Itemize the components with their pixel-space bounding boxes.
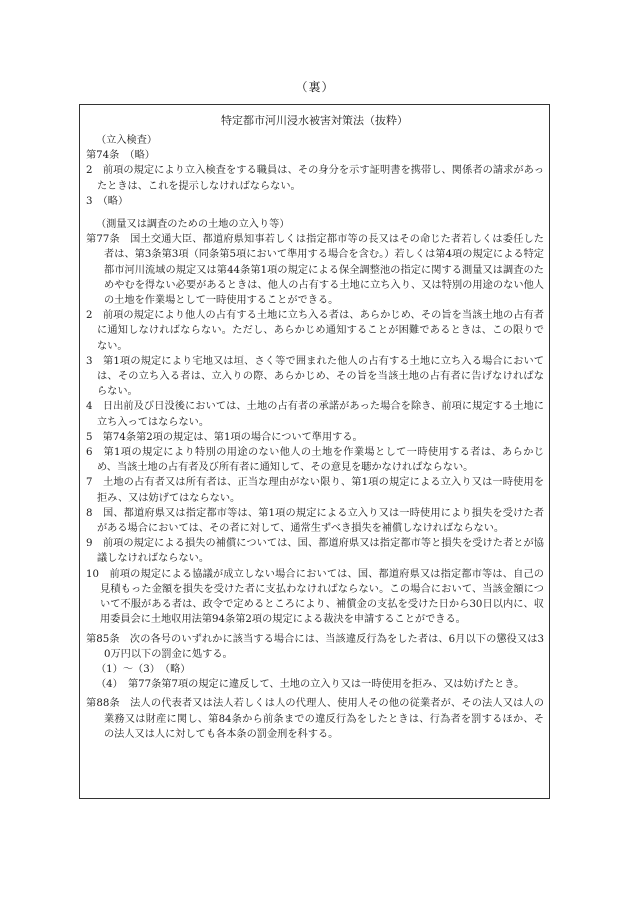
article-88: 第88条 法人の代表者又は法人若しくは人の代理人、使用人その他の従業者が、その法人又は人の業務又は財産に関し、第84条から前条までの違反行為をしたときは、行為者を罰するほか、その法人又は人に対しても各本条の罰金刑を科する。	[86, 698, 544, 740]
section-heading-survey: （測量又は調査のための土地の立入り等）	[96, 219, 290, 231]
paragraph-77-9: 9 前項の規定による損失の補償については、国、都道府県又は指定都市等と損失を受けた者とが協議しなければならない。	[86, 538, 544, 565]
paragraph-77-4: 4 日出前及び日没後においては、土地の占有者の承諾があった場合を除き、前項に規定する土地に立ち入ってはならない。	[86, 401, 544, 428]
page-label: （裏）	[295, 80, 335, 94]
paragraph-77-8: 8 国、都道府県又は指定都市等は、第1項の規定による立入り又は一時使用により損失を受けた者がある場合においては、その者に対して、通常生ずべき損失を補償しなければならない。	[86, 507, 544, 535]
document-title: 特定都市河川浸水被害対策法（抜粋）	[221, 114, 408, 127]
paragraph-77-10: 10 前項の規定による協議が成立しない場合においては、国、都道府県又は指定都市等は、自己の見積もった金額を損失を受けた者に支払わなければならない。この場合において、当該金額について不服がある者は、政令で定めるところにより、補償金の支払を受けた日から30日以内に、収用委員会に土地収用法第94条第2項の規定による裁決を申請することができる。	[86, 568, 544, 626]
article-85-item-1-3: （1）～（3） （略）	[96, 663, 191, 675]
document-body	[86, 133, 544, 742]
paragraph-74-3: 3 （略）	[86, 195, 129, 207]
paragraph-74-1: 第74条 （略）	[86, 150, 155, 162]
section-heading-inspection: （立入検査）	[96, 135, 158, 146]
paragraph-77-2: 2 前項の規定により他人の占有する土地に立ち入る者は、あらかじめ、その旨を当該土地の占有者に通知しなければならない。ただし、あらかじめ通知することが困難であるときは、この限りでない。	[86, 310, 544, 352]
article-85-item-4: （4） 第77条第7項の規定に違反して、土地の立入り又は一時使用を拒み、又は妨げたとき。	[96, 679, 525, 691]
paragraph-77-3: 3 第1項の規定により宅地又は垣、さく等で囲まれた他人の占有する土地に立ち入る場合においては、その立ち入る者は、立入りの際、あらかじめ、その旨を当該土地の占有者に告げなければならない。	[86, 355, 544, 398]
paragraph-77-6: 6 第1項の規定により特別の用途のない他人の土地を作業場として一時使用する者は、あらかじめ、当該土地の占有者及び所有者に通知して、その意見を聴かなければならない。	[86, 447, 544, 474]
paragraph-77-7: 7 土地の占有者又は所有者は、正当な理由がない限り、第1項の規定による立入り又は一時使用を拒み、又は妨げてはならない。	[86, 477, 544, 504]
paragraph-74-2: 2 前項の規定により立入検査をする職員は、その身分を示す証明書を携帯し、関係者の請求があったときは、これを提示しなければならない。	[86, 165, 544, 192]
article-77: 第77条 国土交通大臣、都道府県知事若しくは指定都市等の長又はその命じた者若しくは委任した者は、第3条第3項（同条第5項において準用する場合を含む。）若しくは第4項の規定による特定都市河川流域の規定又は第44条第1項の規定による保全調整池の指定に関する測量又は調査のためやむを得ない必要があるときは、他人の占有する土地に立ち入り、又は特別の用途のない他人の土地を作業場として一時使用することができる。	[86, 234, 544, 307]
article-85: 第85条 次の各号のいずれかに該当する場合には、当該違反行為をした者は、6月以下の懲役又は30万円以下の罰金に処する。	[86, 633, 544, 660]
paragraph-77-5: 5 第74条第2項の規定は、第1項の場合について準用する。	[86, 431, 363, 443]
